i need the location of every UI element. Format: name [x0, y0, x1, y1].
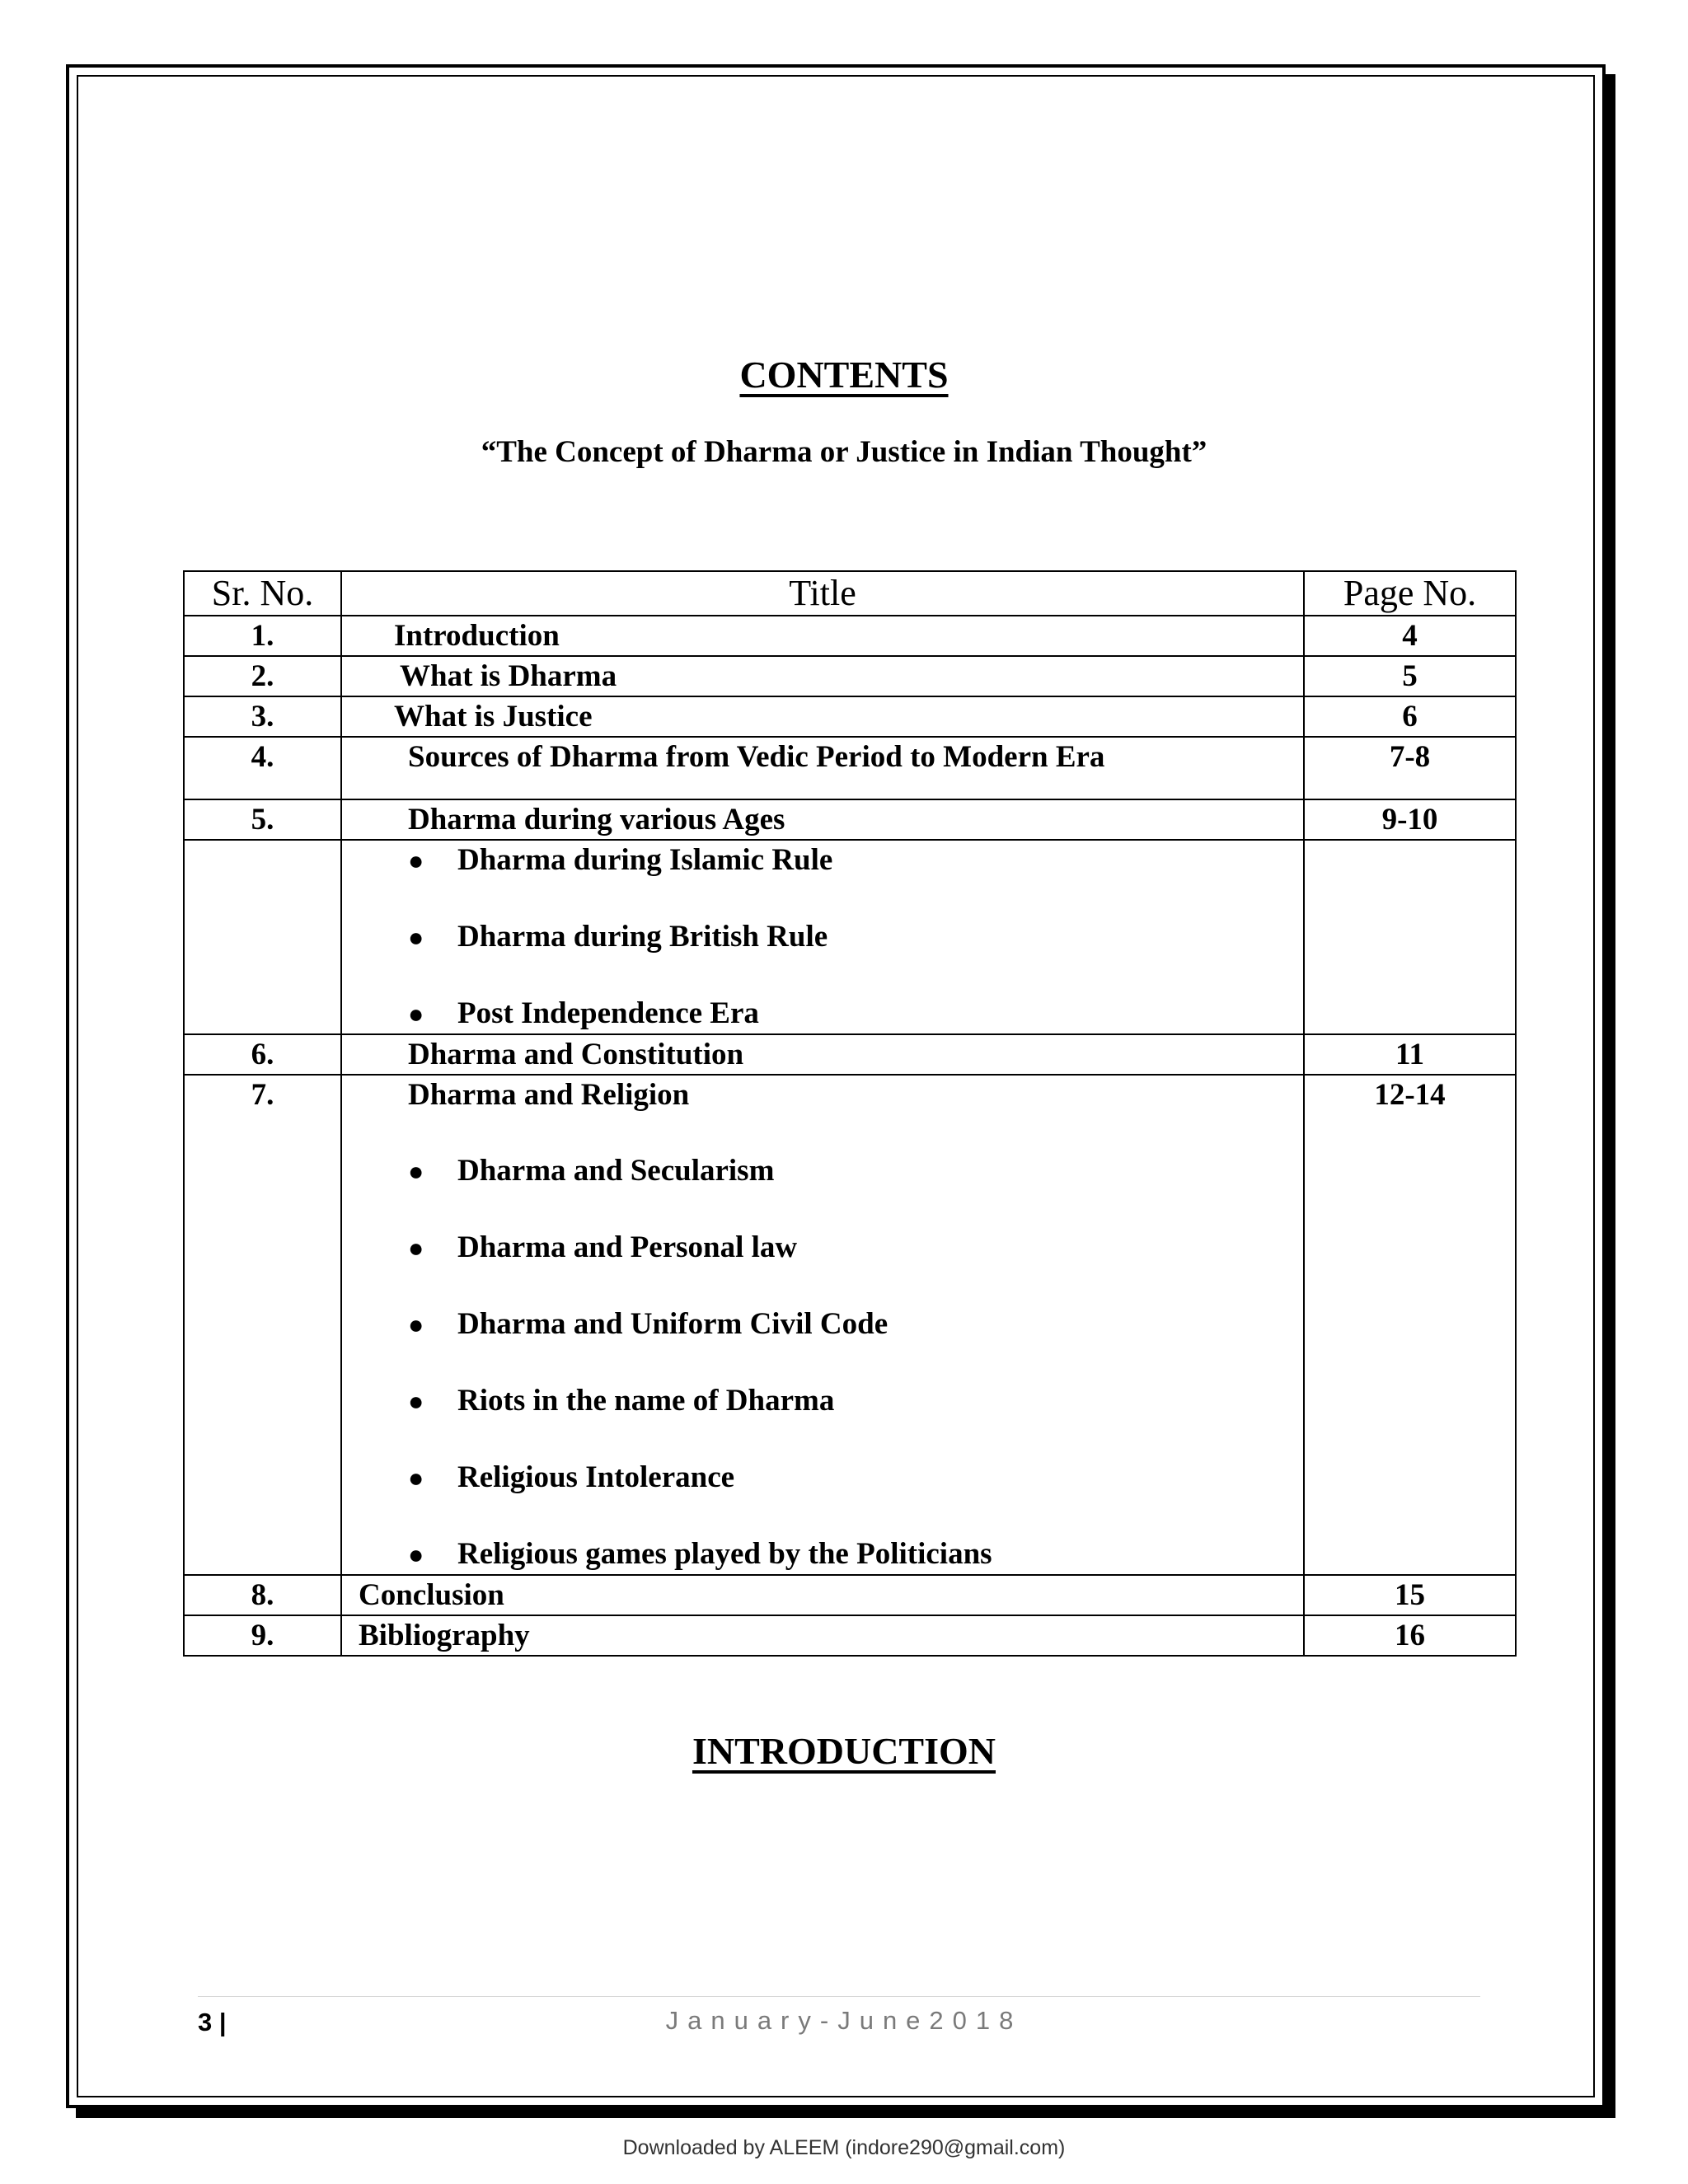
header-title: Title	[341, 571, 1304, 616]
bullet-icon: ●	[408, 999, 424, 1029]
table-row	[184, 696, 1516, 737]
subitem-label: Dharma and Personal law	[457, 1230, 798, 1264]
row-page-no: 12-14	[1304, 1075, 1516, 1575]
contents-table	[183, 570, 1517, 1657]
list-item	[408, 1458, 1303, 1497]
row-sr-no: 6.	[184, 1034, 341, 1075]
header-sr-no: Sr. No.	[184, 571, 341, 616]
row-page-no: 4	[1304, 616, 1516, 656]
download-note: Downloaded by ALEEM (indore290@gmail.com)	[622, 2136, 1066, 2159]
row-title: Dharma during various Ages	[341, 799, 1304, 840]
bullet-icon: ●	[408, 1310, 424, 1339]
row-sr-no: 3.	[184, 696, 341, 737]
list-item	[408, 1535, 1303, 1574]
bullet-icon: ●	[408, 1540, 424, 1569]
header-page-no: Page No.	[1304, 571, 1516, 616]
list-item	[408, 917, 1303, 957]
table-row	[184, 656, 1516, 696]
row-sr-no: 7.	[184, 1075, 341, 1575]
subitem-label: Dharma during British Rule	[457, 920, 828, 954]
row-sr-no: 4.	[184, 737, 341, 799]
bullet-icon: ●	[408, 846, 424, 875]
row-page-no: 7-8	[1304, 737, 1516, 799]
list-item	[408, 1151, 1303, 1191]
table-row	[184, 1075, 1516, 1575]
row-page-no: 16	[1304, 1615, 1516, 1656]
list-item	[408, 1305, 1303, 1344]
bullet-icon: ●	[408, 1386, 424, 1416]
introduction-heading: INTRODUCTION	[692, 1730, 996, 1772]
table-row	[184, 1034, 1516, 1075]
row-title: Dharma and Religion	[408, 1078, 690, 1112]
list-item	[408, 841, 1303, 880]
row-sr-no: 2.	[184, 656, 341, 696]
row-sr-no: 9.	[184, 1615, 341, 1656]
bullet-icon: ●	[408, 1463, 424, 1493]
row-sr-no: 1.	[184, 616, 341, 656]
contents-heading: CONTENTS	[739, 354, 949, 396]
row-title: Sources of Dharma from Vedic Period to Modern Era	[341, 737, 1304, 799]
table-row-subitems	[184, 840, 1516, 1034]
row-sr-no: 8.	[184, 1575, 341, 1615]
footer-page-number: 3 |	[198, 2008, 227, 2036]
subitem-label: Religious Intolerance	[457, 1460, 735, 1494]
list-item	[408, 1228, 1303, 1268]
bullet-icon: ●	[408, 1233, 424, 1263]
subitem-label: Religious games played by the Politicians	[457, 1537, 992, 1571]
table-row	[184, 616, 1516, 656]
subitem-label: Dharma and Uniform Civil Code	[457, 1307, 889, 1341]
table-row	[184, 1575, 1516, 1615]
row-title: What is Dharma	[341, 656, 1304, 696]
subitem-label: Post Independence Era	[457, 996, 759, 1030]
subitem-list	[342, 841, 1303, 1033]
row-title: Dharma and Constitution	[341, 1034, 1304, 1075]
table-row	[184, 1615, 1516, 1656]
row-title: Introduction	[341, 616, 1304, 656]
subitem-label: Dharma during Islamic Rule	[457, 843, 833, 877]
row-page-no: 11	[1304, 1034, 1516, 1075]
row-page-no-empty	[1304, 840, 1516, 1034]
subitem-label: Dharma and Secularism	[457, 1154, 775, 1188]
row-title-cell	[341, 1075, 1304, 1575]
row-sr-no: 5.	[184, 799, 341, 840]
subitem-label: Riots in the name of Dharma	[457, 1384, 835, 1418]
row-page-no: 15	[1304, 1575, 1516, 1615]
row-page-no: 5	[1304, 656, 1516, 696]
row-title: Conclusion	[341, 1575, 1304, 1615]
document-subtitle: “The Concept of Dharma or Justice in Indian Thought”	[481, 435, 1207, 469]
row-sr-no-empty	[184, 840, 341, 1034]
row-title: Bibliography	[341, 1615, 1304, 1656]
bullet-icon: ●	[408, 1156, 424, 1186]
table-row	[184, 799, 1516, 840]
row-subitems-cell	[341, 840, 1304, 1034]
table-row	[184, 737, 1516, 799]
table-header-row	[184, 571, 1516, 616]
footer-date: January-June2018	[665, 2006, 1023, 2035]
list-item	[408, 994, 1303, 1033]
bullet-icon: ●	[408, 922, 424, 952]
footer-divider	[198, 1996, 1480, 1997]
row-page-no: 6	[1304, 696, 1516, 737]
row-page-no: 9-10	[1304, 799, 1516, 840]
row-title: What is Justice	[341, 696, 1304, 737]
subitem-list	[342, 1151, 1303, 1574]
list-item	[408, 1381, 1303, 1421]
